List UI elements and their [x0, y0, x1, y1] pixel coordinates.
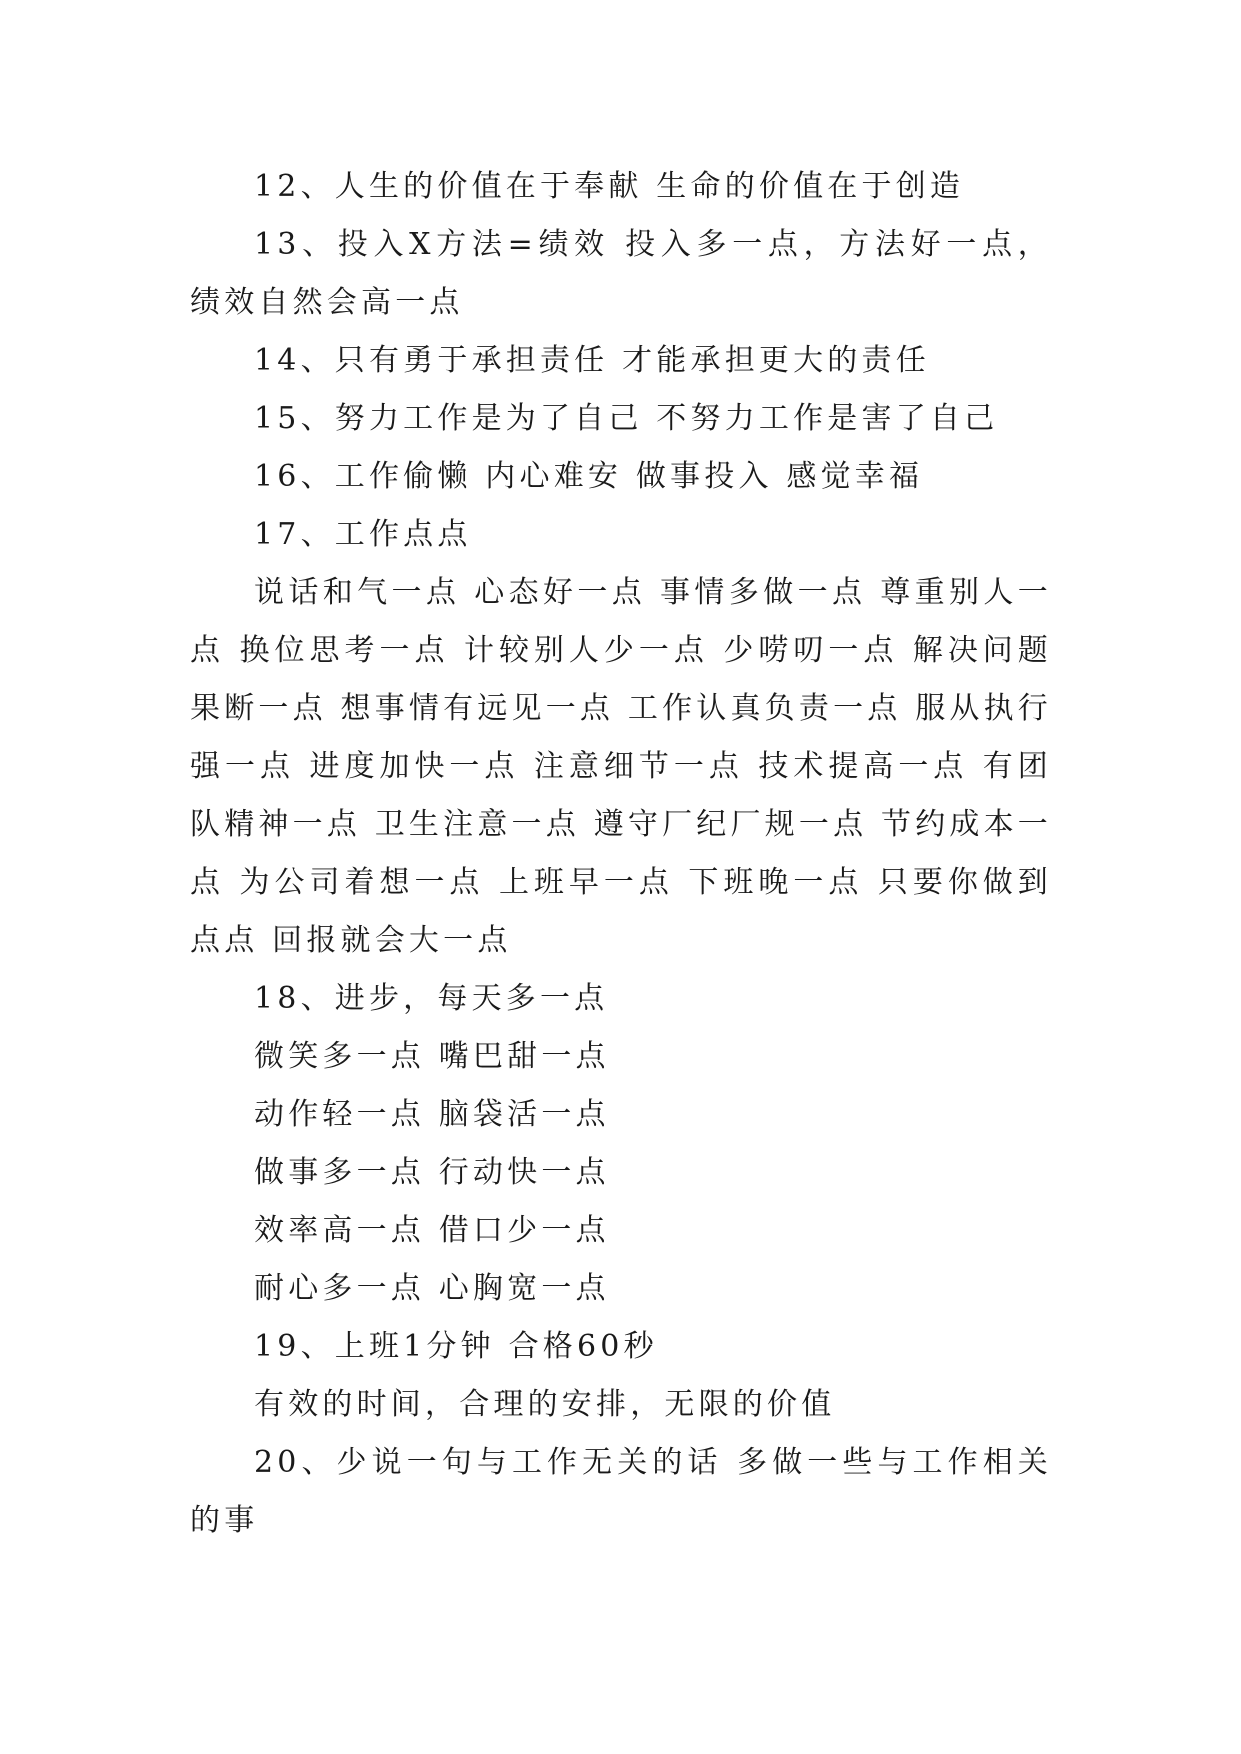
paragraph-12: 12、人生的价值在于奉献 生命的价值在于创造	[254, 169, 965, 204]
paragraph-17-body: 说话和气一点 心态好一点 事情多做一点 尊重别人一点 换位思考一点 计较别人少一点 少唠叨一点 解决问题果断一点 想事情有远见一点 工作认真负责一点 服从执行强一点 进度加快一点 注意细节一点 技术提高一点 有团队精神一点 卫生注意一点 遵守厂纪厂规一点 节约成本一点 为公司着想一点 上班早一点 下班晚一点 只要你做到点点 回报就会大一点	[190, 575, 1053, 958]
paragraph-18-line-5: 耐心多一点 心胸宽一点	[254, 1271, 610, 1306]
paragraph-13: 13、投入X方法=绩效 投入多一点，方法好一点，绩效自然会高一点	[190, 227, 1052, 320]
document-page	[190, 158, 1052, 1550]
paragraph-19-body: 有效的时间，合理的安排，无限的价值	[254, 1387, 836, 1422]
paragraph-18-line-4: 效率高一点 借口少一点	[254, 1213, 610, 1248]
paragraph-20: 20、少说一句与工作无关的话 多做一些与工作相关的事	[190, 1445, 1052, 1538]
paragraph-17-heading: 17、工作点点	[254, 517, 472, 552]
paragraph-16: 16、工作偷懒 内心难安 做事投入 感觉幸福	[254, 459, 924, 494]
paragraph-18-line-3: 做事多一点 行动快一点	[254, 1155, 610, 1190]
paragraph-19-heading: 19、上班1分钟 合格60秒	[254, 1329, 658, 1364]
paragraph-18-line-1: 微笑多一点 嘴巴甜一点	[254, 1039, 610, 1074]
paragraph-15: 15、努力工作是为了自己 不努力工作是害了自己	[254, 401, 999, 436]
paragraph-18-line-2: 动作轻一点 脑袋活一点	[254, 1097, 610, 1132]
paragraph-14: 14、只有勇于承担责任 才能承担更大的责任	[254, 343, 930, 378]
paragraph-18-heading: 18、进步，每天多一点	[254, 981, 609, 1016]
